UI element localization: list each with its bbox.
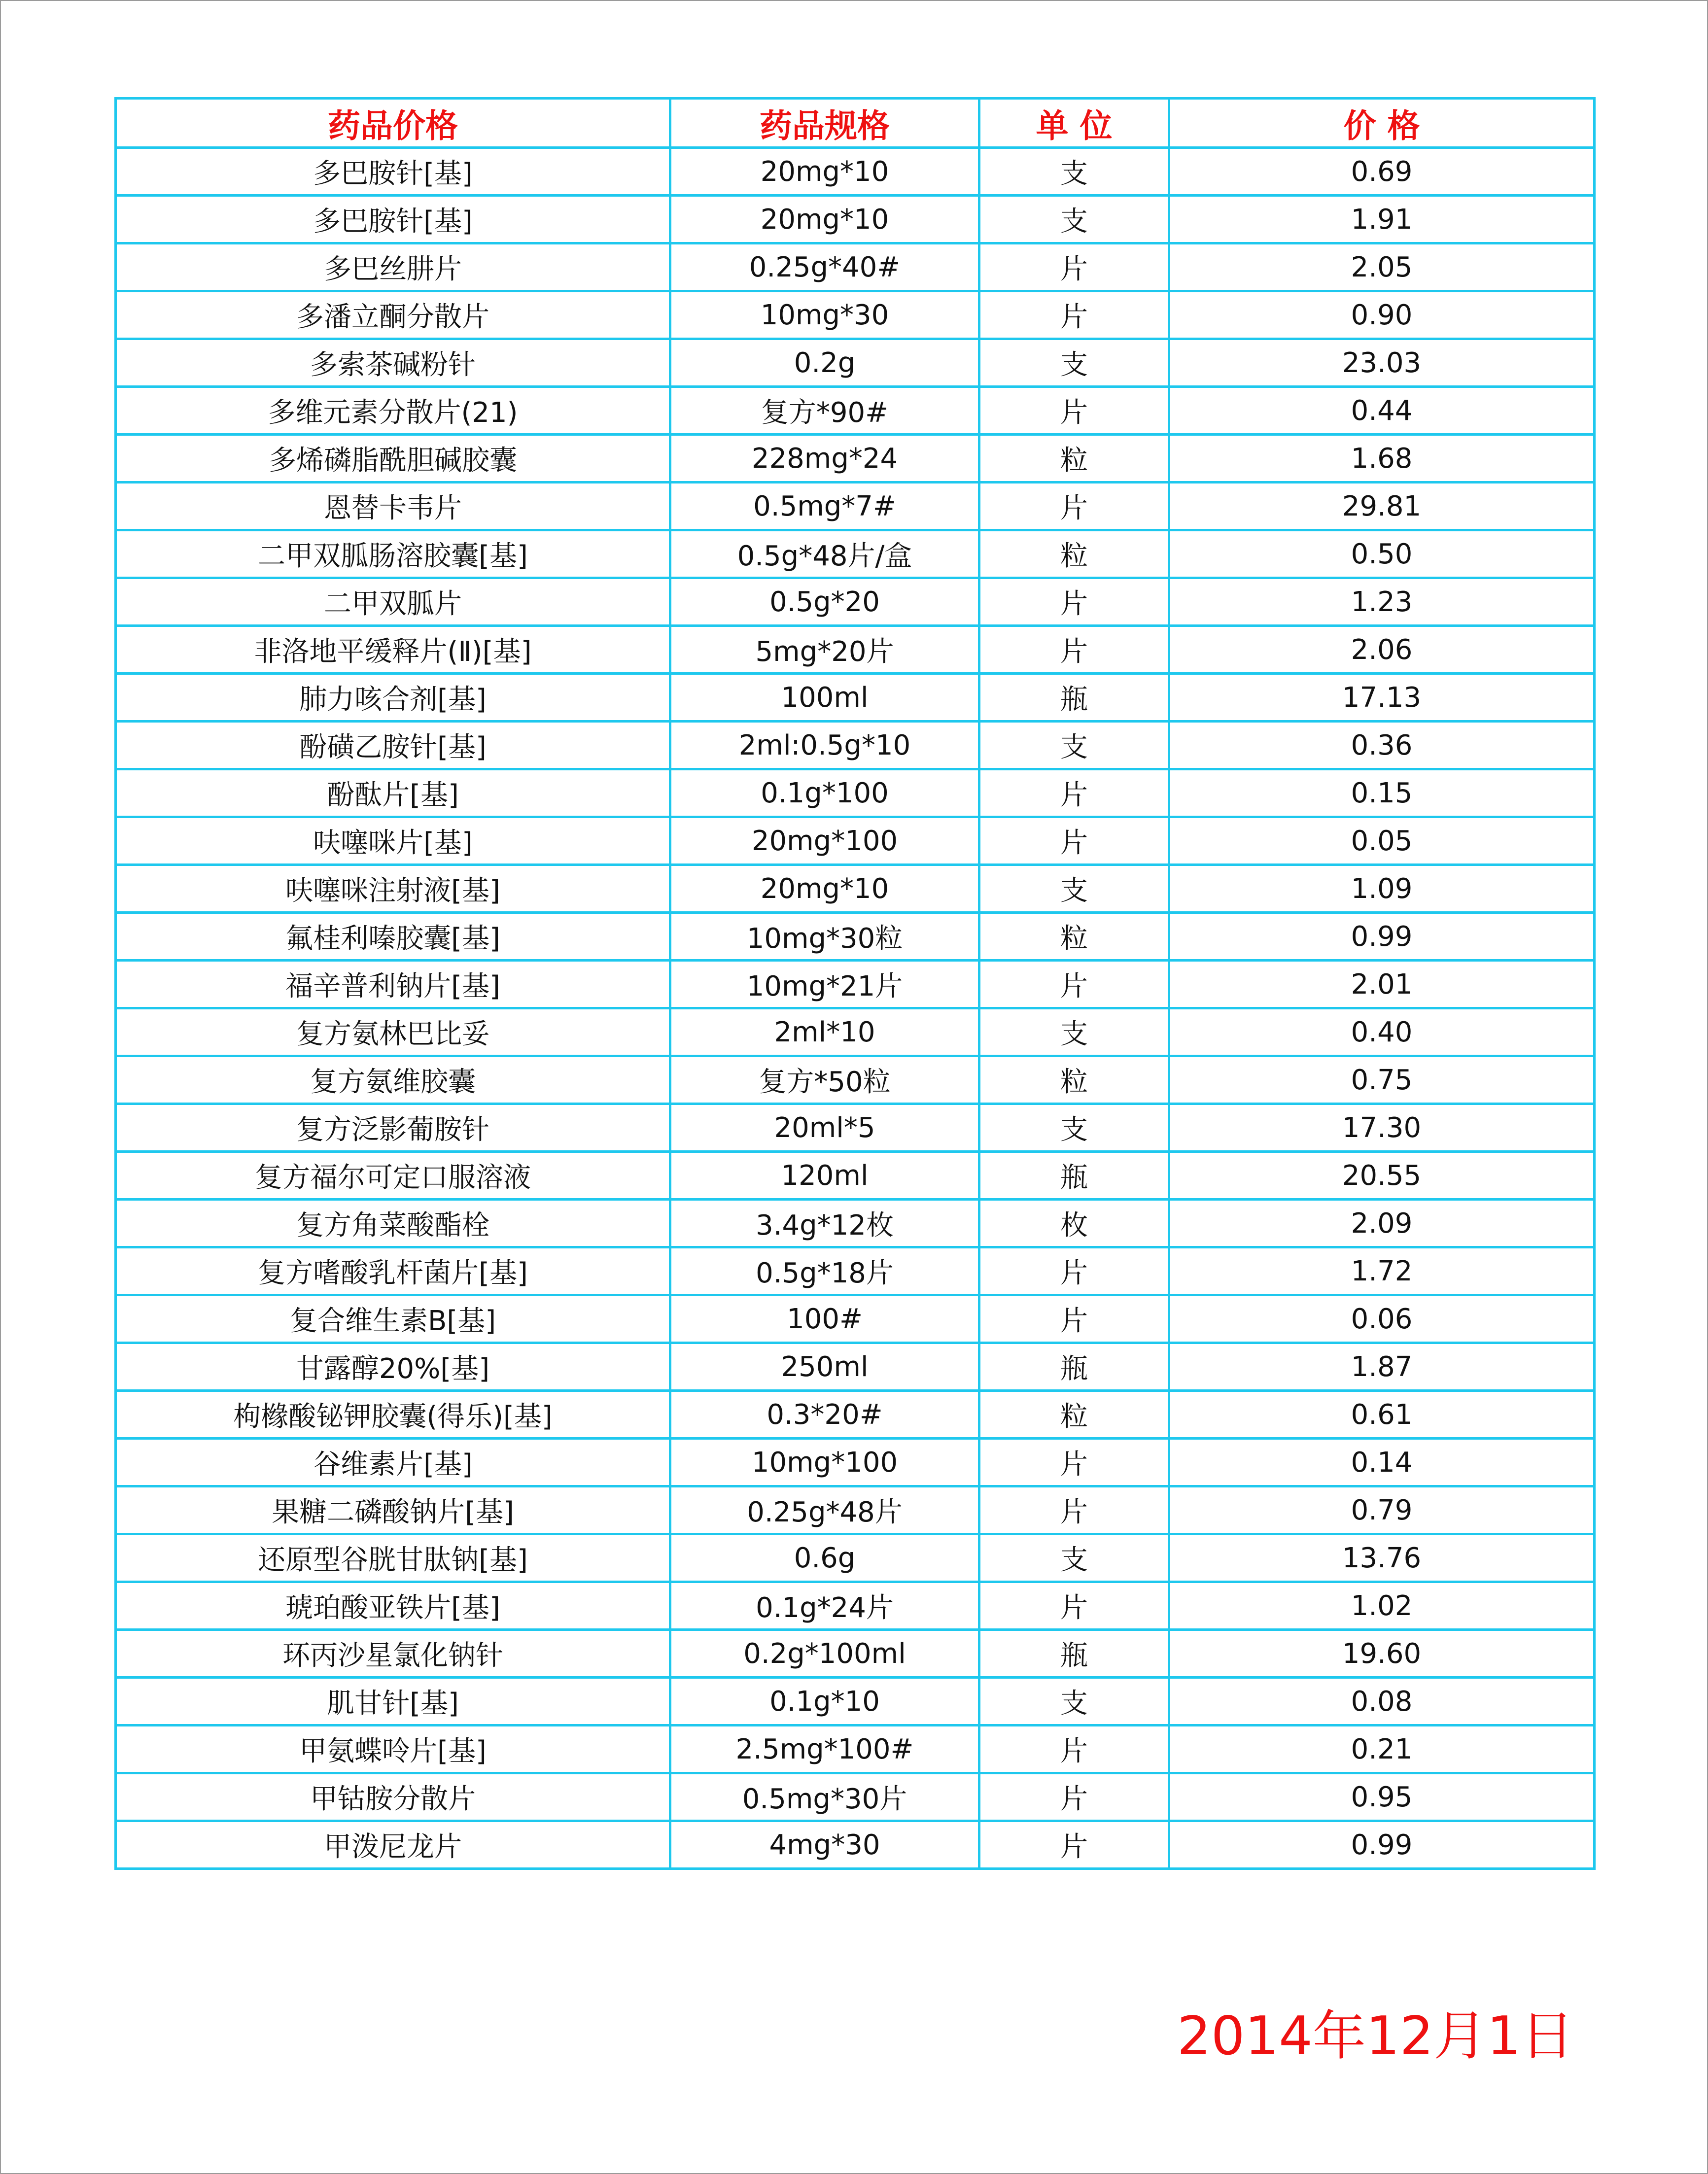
drug-spec-cell: 0.5g*18片	[670, 1247, 979, 1295]
table-row	[116, 1582, 1595, 1630]
unit-cell: 片	[979, 1725, 1169, 1773]
unit-cell: 片	[979, 1439, 1169, 1486]
price-cell: 20.55	[1169, 1152, 1595, 1200]
drug-name-cell: 甲氨蝶呤片[基]	[116, 1725, 670, 1773]
drug-name-cell: 酚酞片[基]	[116, 769, 670, 817]
drug-name-cell: 复方嗜酸乳杆菌片[基]	[116, 1247, 670, 1295]
unit-cell: 片	[979, 1821, 1169, 1869]
drug-name-cell: 果糖二磷酸钠片[基]	[116, 1486, 670, 1534]
drug-spec-cell: 20mg*10	[670, 148, 979, 196]
drug-spec-cell: 20mg*10	[670, 865, 979, 913]
price-cell: 1.02	[1169, 1582, 1595, 1630]
price-cell: 0.36	[1169, 722, 1595, 769]
drug-name-cell: 福辛普利钠片[基]	[116, 961, 670, 1008]
drug-name-cell: 甲泼尼龙片	[116, 1821, 670, 1869]
unit-cell: 片	[979, 1486, 1169, 1534]
table-row	[116, 1200, 1595, 1247]
price-cell: 2.01	[1169, 961, 1595, 1008]
price-cell: 2.05	[1169, 243, 1595, 291]
table-header-row	[116, 99, 1595, 148]
table-row	[116, 817, 1595, 865]
table-row	[116, 196, 1595, 243]
table-row	[116, 913, 1595, 961]
drug-spec-cell: 0.5g*48片/盒	[670, 530, 979, 578]
drug-name-cell: 呋噻咪注射液[基]	[116, 865, 670, 913]
table-row	[116, 339, 1595, 387]
drug-spec-cell: 0.2g	[670, 339, 979, 387]
price-cell: 17.30	[1169, 1104, 1595, 1152]
drug-name-cell: 复方氨林巴比妥	[116, 1008, 670, 1056]
drug-name-cell: 恩替卡韦片	[116, 483, 670, 530]
table-row	[116, 148, 1595, 196]
table-body	[116, 148, 1595, 1869]
table-row	[116, 1630, 1595, 1678]
price-cell: 0.50	[1169, 530, 1595, 578]
unit-cell: 粒	[979, 530, 1169, 578]
unit-cell: 粒	[979, 435, 1169, 483]
price-cell: 13.76	[1169, 1534, 1595, 1582]
unit-cell: 粒	[979, 913, 1169, 961]
drug-name-cell: 谷维素片[基]	[116, 1439, 670, 1486]
price-cell: 0.40	[1169, 1008, 1595, 1056]
price-cell: 0.69	[1169, 148, 1595, 196]
drug-name-cell: 枸橼酸铋钾胶囊(得乐)[基]	[116, 1391, 670, 1439]
drug-name-cell: 复方泛影葡胺针	[116, 1104, 670, 1152]
table-row	[116, 1773, 1595, 1821]
unit-cell: 支	[979, 339, 1169, 387]
drug-spec-cell: 10mg*100	[670, 1439, 979, 1486]
drug-spec-cell: 100ml	[670, 674, 979, 722]
drug-spec-cell: 0.25g*40#	[670, 243, 979, 291]
unit-cell: 片	[979, 291, 1169, 339]
unit-cell: 片	[979, 961, 1169, 1008]
drug-name-cell: 酚磺乙胺针[基]	[116, 722, 670, 769]
drug-name-cell: 还原型谷胱甘肽钠[基]	[116, 1534, 670, 1582]
table-row	[116, 769, 1595, 817]
header-drug-spec: 药品规格	[670, 99, 979, 148]
table-row	[116, 387, 1595, 435]
table-row	[116, 865, 1595, 913]
unit-cell: 支	[979, 1534, 1169, 1582]
drug-spec-cell: 10mg*30粒	[670, 913, 979, 961]
table-row	[116, 578, 1595, 626]
drug-spec-cell: 0.5g*20	[670, 578, 979, 626]
table-row	[116, 483, 1595, 530]
drug-spec-cell: 0.25g*48片	[670, 1486, 979, 1534]
drug-spec-cell: 3.4g*12枚	[670, 1200, 979, 1247]
drug-name-cell: 复方福尔可定口服溶液	[116, 1152, 670, 1200]
unit-cell: 支	[979, 1008, 1169, 1056]
drug-spec-cell: 0.5mg*7#	[670, 483, 979, 530]
drug-spec-cell: 复方*90#	[670, 387, 979, 435]
table-row	[116, 722, 1595, 769]
drug-spec-cell: 100#	[670, 1295, 979, 1343]
drug-spec-cell: 复方*50粒	[670, 1056, 979, 1104]
price-cell: 29.81	[1169, 483, 1595, 530]
table-row	[116, 1534, 1595, 1582]
price-cell: 0.75	[1169, 1056, 1595, 1104]
table-row	[116, 435, 1595, 483]
drug-spec-cell: 5mg*20片	[670, 626, 979, 674]
drug-spec-cell: 250ml	[670, 1343, 979, 1391]
price-cell: 17.13	[1169, 674, 1595, 722]
drug-name-cell: 甲钴胺分散片	[116, 1773, 670, 1821]
drug-name-cell: 甘露醇20%[基]	[116, 1343, 670, 1391]
table-row	[116, 961, 1595, 1008]
drug-spec-cell: 20ml*5	[670, 1104, 979, 1152]
table-row	[116, 1391, 1595, 1439]
price-cell: 0.99	[1169, 913, 1595, 961]
price-cell: 2.06	[1169, 626, 1595, 674]
unit-cell: 片	[979, 817, 1169, 865]
drug-spec-cell: 4mg*30	[670, 1821, 979, 1869]
drug-name-cell: 多烯磷脂酰胆碱胶囊	[116, 435, 670, 483]
drug-spec-cell: 2ml*10	[670, 1008, 979, 1056]
unit-cell: 瓶	[979, 1152, 1169, 1200]
unit-cell: 支	[979, 196, 1169, 243]
drug-spec-cell: 10mg*21片	[670, 961, 979, 1008]
unit-cell: 支	[979, 1104, 1169, 1152]
header-price: 价 格	[1169, 99, 1595, 148]
header-unit: 单 位	[979, 99, 1169, 148]
table-row	[116, 1008, 1595, 1056]
drug-spec-cell: 0.3*20#	[670, 1391, 979, 1439]
unit-cell: 支	[979, 722, 1169, 769]
table-row	[116, 1247, 1595, 1295]
price-cell: 1.09	[1169, 865, 1595, 913]
drug-name-cell: 多巴丝肼片	[116, 243, 670, 291]
table-row	[116, 1104, 1595, 1152]
drug-spec-cell: 2.5mg*100#	[670, 1725, 979, 1773]
price-cell: 23.03	[1169, 339, 1595, 387]
drug-name-cell: 氟桂利嗪胶囊[基]	[116, 913, 670, 961]
drug-spec-cell: 10mg*30	[670, 291, 979, 339]
unit-cell: 粒	[979, 1056, 1169, 1104]
drug-name-cell: 二甲双胍肠溶胶囊[基]	[116, 530, 670, 578]
drug-name-cell: 复方角菜酸酯栓	[116, 1200, 670, 1247]
drug-name-cell: 多巴胺针[基]	[116, 148, 670, 196]
price-cell: 0.61	[1169, 1391, 1595, 1439]
drug-name-cell: 复合维生素B[基]	[116, 1295, 670, 1343]
price-cell: 0.06	[1169, 1295, 1595, 1343]
drug-spec-cell: 20mg*10	[670, 196, 979, 243]
table-row	[116, 1295, 1595, 1343]
drug-spec-cell: 0.2g*100ml	[670, 1630, 979, 1678]
table-row	[116, 1343, 1595, 1391]
table-row	[116, 1725, 1595, 1773]
table-row	[116, 1821, 1595, 1869]
unit-cell: 片	[979, 483, 1169, 530]
drug-spec-cell: 0.1g*100	[670, 769, 979, 817]
drug-spec-cell: 0.1g*24片	[670, 1582, 979, 1630]
date-stamp: 2014年12月1日	[1177, 2005, 1574, 2067]
price-cell: 0.79	[1169, 1486, 1595, 1534]
table-row	[116, 243, 1595, 291]
price-cell: 19.60	[1169, 1630, 1595, 1678]
price-cell: 0.14	[1169, 1439, 1595, 1486]
price-cell: 1.72	[1169, 1247, 1595, 1295]
unit-cell: 片	[979, 769, 1169, 817]
price-cell: 1.68	[1169, 435, 1595, 483]
price-cell: 0.21	[1169, 1725, 1595, 1773]
drug-spec-cell: 0.6g	[670, 1534, 979, 1582]
unit-cell: 片	[979, 1773, 1169, 1821]
unit-cell: 支	[979, 865, 1169, 913]
unit-cell: 片	[979, 387, 1169, 435]
table-row	[116, 626, 1595, 674]
drug-spec-cell: 20mg*100	[670, 817, 979, 865]
price-cell: 0.99	[1169, 1821, 1595, 1869]
drug-name-cell: 环丙沙星氯化钠针	[116, 1630, 670, 1678]
unit-cell: 片	[979, 1247, 1169, 1295]
price-cell: 0.05	[1169, 817, 1595, 865]
price-cell: 0.90	[1169, 291, 1595, 339]
drug-name-cell: 琥珀酸亚铁片[基]	[116, 1582, 670, 1630]
table-row	[116, 1678, 1595, 1725]
table-row	[116, 1439, 1595, 1486]
drug-name-cell: 肌甘针[基]	[116, 1678, 670, 1725]
price-cell: 1.23	[1169, 578, 1595, 626]
price-cell: 1.87	[1169, 1343, 1595, 1391]
price-cell: 1.91	[1169, 196, 1595, 243]
price-cell: 0.15	[1169, 769, 1595, 817]
unit-cell: 枚	[979, 1200, 1169, 1247]
unit-cell: 片	[979, 1582, 1169, 1630]
drug-name-cell: 二甲双胍片	[116, 578, 670, 626]
drug-name-cell: 多索茶碱粉针	[116, 339, 670, 387]
drug-spec-cell: 120ml	[670, 1152, 979, 1200]
drug-name-cell: 呋噻咪片[基]	[116, 817, 670, 865]
unit-cell: 片	[979, 243, 1169, 291]
drug-spec-cell: 0.5mg*30片	[670, 1773, 979, 1821]
table-row	[116, 530, 1595, 578]
table-row	[116, 291, 1595, 339]
unit-cell: 片	[979, 1295, 1169, 1343]
drug-spec-cell: 2ml:0.5g*10	[670, 722, 979, 769]
drug-name-cell: 肺力咳合剂[基]	[116, 674, 670, 722]
unit-cell: 片	[979, 626, 1169, 674]
unit-cell: 瓶	[979, 674, 1169, 722]
unit-cell: 瓶	[979, 1630, 1169, 1678]
drug-name-cell: 复方氨维胶囊	[116, 1056, 670, 1104]
table-row	[116, 674, 1595, 722]
table-row	[116, 1152, 1595, 1200]
unit-cell: 支	[979, 1678, 1169, 1725]
price-cell: 0.44	[1169, 387, 1595, 435]
drug-spec-cell: 0.1g*10	[670, 1678, 979, 1725]
unit-cell: 支	[979, 148, 1169, 196]
price-cell: 0.95	[1169, 1773, 1595, 1821]
unit-cell: 瓶	[979, 1343, 1169, 1391]
table-row	[116, 1056, 1595, 1104]
drug-name-cell: 非洛地平缓释片(Ⅱ)[基]	[116, 626, 670, 674]
unit-cell: 粒	[979, 1391, 1169, 1439]
drug-spec-cell: 228mg*24	[670, 435, 979, 483]
drug-price-table	[114, 97, 1596, 1870]
price-cell: 0.08	[1169, 1678, 1595, 1725]
unit-cell: 片	[979, 578, 1169, 626]
drug-name-cell: 多潘立酮分散片	[116, 291, 670, 339]
price-cell: 2.09	[1169, 1200, 1595, 1247]
table-row	[116, 1486, 1595, 1534]
drug-name-cell: 多维元素分散片(21)	[116, 387, 670, 435]
drug-name-cell: 多巴胺针[基]	[116, 196, 670, 243]
header-drug-name: 药品价格	[116, 99, 670, 148]
